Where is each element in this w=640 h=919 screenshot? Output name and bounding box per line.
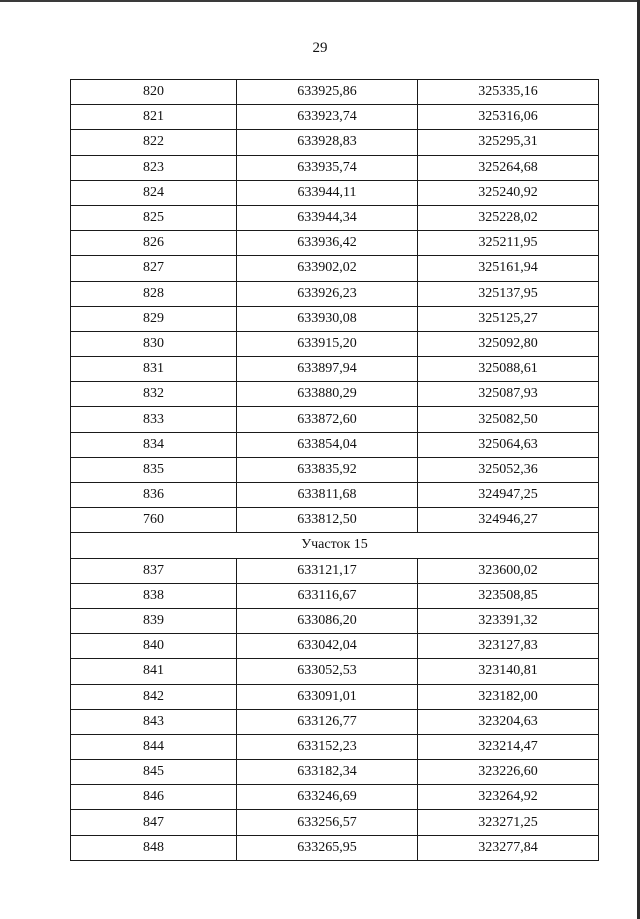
coordinates-table-body bbox=[71, 80, 599, 861]
x-coordinate-cell: 633152,23 bbox=[237, 734, 418, 759]
table-row bbox=[71, 407, 599, 432]
table-row bbox=[71, 80, 599, 105]
table-row bbox=[71, 357, 599, 382]
table-row bbox=[71, 684, 599, 709]
x-coordinate-cell: 633935,74 bbox=[237, 155, 418, 180]
point-number-cell: 833 bbox=[71, 407, 237, 432]
point-number-cell: 840 bbox=[71, 634, 237, 659]
x-coordinate-cell: 633835,92 bbox=[237, 457, 418, 482]
y-coordinate-cell: 325052,36 bbox=[418, 457, 599, 482]
y-coordinate-cell: 325082,50 bbox=[418, 407, 599, 432]
table-row bbox=[71, 256, 599, 281]
x-coordinate-cell: 633811,68 bbox=[237, 483, 418, 508]
y-coordinate-cell: 325264,68 bbox=[418, 155, 599, 180]
table-row bbox=[71, 483, 599, 508]
y-coordinate-cell: 324946,27 bbox=[418, 508, 599, 533]
table-row bbox=[71, 608, 599, 633]
y-coordinate-cell: 323226,60 bbox=[418, 760, 599, 785]
scan-top-edge bbox=[0, 0, 640, 2]
point-number-cell: 836 bbox=[71, 483, 237, 508]
point-number-cell: 847 bbox=[71, 810, 237, 835]
point-number-cell: 827 bbox=[71, 256, 237, 281]
point-number-cell: 837 bbox=[71, 558, 237, 583]
x-coordinate-cell: 633854,04 bbox=[237, 432, 418, 457]
y-coordinate-cell: 323127,83 bbox=[418, 634, 599, 659]
x-coordinate-cell: 633091,01 bbox=[237, 684, 418, 709]
x-coordinate-cell: 633915,20 bbox=[237, 331, 418, 356]
table-row bbox=[71, 281, 599, 306]
y-coordinate-cell: 324947,25 bbox=[418, 483, 599, 508]
point-number-cell: 760 bbox=[71, 508, 237, 533]
section-header-row bbox=[71, 533, 599, 558]
y-coordinate-cell: 323391,32 bbox=[418, 608, 599, 633]
point-number-cell: 835 bbox=[71, 457, 237, 482]
point-number-cell: 823 bbox=[71, 155, 237, 180]
x-coordinate-cell: 633265,95 bbox=[237, 835, 418, 860]
x-coordinate-cell: 633812,50 bbox=[237, 508, 418, 533]
point-number-cell: 844 bbox=[71, 734, 237, 759]
table-row bbox=[71, 810, 599, 835]
x-coordinate-cell: 633930,08 bbox=[237, 306, 418, 331]
table-row bbox=[71, 180, 599, 205]
table-row bbox=[71, 659, 599, 684]
coordinates-table bbox=[70, 79, 599, 861]
y-coordinate-cell: 325161,94 bbox=[418, 256, 599, 281]
x-coordinate-cell: 633116,67 bbox=[237, 583, 418, 608]
point-number-cell: 824 bbox=[71, 180, 237, 205]
point-number-cell: 845 bbox=[71, 760, 237, 785]
point-number-cell: 830 bbox=[71, 331, 237, 356]
x-coordinate-cell: 633880,29 bbox=[237, 382, 418, 407]
section-title: Участок 15 bbox=[71, 533, 599, 558]
y-coordinate-cell: 325087,93 bbox=[418, 382, 599, 407]
point-number-cell: 828 bbox=[71, 281, 237, 306]
point-number-cell: 842 bbox=[71, 684, 237, 709]
y-coordinate-cell: 325211,95 bbox=[418, 231, 599, 256]
x-coordinate-cell: 633936,42 bbox=[237, 231, 418, 256]
y-coordinate-cell: 323264,92 bbox=[418, 785, 599, 810]
y-coordinate-cell: 325240,92 bbox=[418, 180, 599, 205]
y-coordinate-cell: 323277,84 bbox=[418, 835, 599, 860]
x-coordinate-cell: 633182,34 bbox=[237, 760, 418, 785]
x-coordinate-cell: 633256,57 bbox=[237, 810, 418, 835]
x-coordinate-cell: 633126,77 bbox=[237, 709, 418, 734]
y-coordinate-cell: 325316,06 bbox=[418, 105, 599, 130]
y-coordinate-cell: 323600,02 bbox=[418, 558, 599, 583]
y-coordinate-cell: 325295,31 bbox=[418, 130, 599, 155]
table-row bbox=[71, 432, 599, 457]
point-number-cell: 821 bbox=[71, 105, 237, 130]
table-row bbox=[71, 508, 599, 533]
point-number-cell: 829 bbox=[71, 306, 237, 331]
y-coordinate-cell: 325137,95 bbox=[418, 281, 599, 306]
table-row bbox=[71, 382, 599, 407]
x-coordinate-cell: 633042,04 bbox=[237, 634, 418, 659]
point-number-cell: 832 bbox=[71, 382, 237, 407]
table-row bbox=[71, 709, 599, 734]
x-coordinate-cell: 633872,60 bbox=[237, 407, 418, 432]
point-number-cell: 839 bbox=[71, 608, 237, 633]
y-coordinate-cell: 323140,81 bbox=[418, 659, 599, 684]
table-row bbox=[71, 785, 599, 810]
table-row bbox=[71, 558, 599, 583]
y-coordinate-cell: 323271,25 bbox=[418, 810, 599, 835]
page-number: 29 bbox=[312, 40, 328, 56]
y-coordinate-cell: 323204,63 bbox=[418, 709, 599, 734]
table-row bbox=[71, 835, 599, 860]
y-coordinate-cell: 325064,63 bbox=[418, 432, 599, 457]
x-coordinate-cell: 633944,11 bbox=[237, 180, 418, 205]
y-coordinate-cell: 325228,02 bbox=[418, 205, 599, 230]
y-coordinate-cell: 325335,16 bbox=[418, 80, 599, 105]
table-row bbox=[71, 205, 599, 230]
point-number-cell: 820 bbox=[71, 80, 237, 105]
y-coordinate-cell: 323214,47 bbox=[418, 734, 599, 759]
table-row bbox=[71, 634, 599, 659]
y-coordinate-cell: 325125,27 bbox=[418, 306, 599, 331]
point-number-cell: 825 bbox=[71, 205, 237, 230]
table-row bbox=[71, 331, 599, 356]
table-row bbox=[71, 155, 599, 180]
point-number-cell: 848 bbox=[71, 835, 237, 860]
point-number-cell: 834 bbox=[71, 432, 237, 457]
x-coordinate-cell: 633246,69 bbox=[237, 785, 418, 810]
table-row bbox=[71, 760, 599, 785]
point-number-cell: 838 bbox=[71, 583, 237, 608]
x-coordinate-cell: 633926,23 bbox=[237, 281, 418, 306]
y-coordinate-cell: 325088,61 bbox=[418, 357, 599, 382]
table-row bbox=[71, 231, 599, 256]
x-coordinate-cell: 633923,74 bbox=[237, 105, 418, 130]
table-row bbox=[71, 734, 599, 759]
y-coordinate-cell: 323508,85 bbox=[418, 583, 599, 608]
table-row bbox=[71, 130, 599, 155]
point-number-cell: 831 bbox=[71, 357, 237, 382]
x-coordinate-cell: 633121,17 bbox=[237, 558, 418, 583]
point-number-cell: 841 bbox=[71, 659, 237, 684]
x-coordinate-cell: 633928,83 bbox=[237, 130, 418, 155]
table-row bbox=[71, 306, 599, 331]
y-coordinate-cell: 325092,80 bbox=[418, 331, 599, 356]
x-coordinate-cell: 633086,20 bbox=[237, 608, 418, 633]
point-number-cell: 826 bbox=[71, 231, 237, 256]
x-coordinate-cell: 633925,86 bbox=[237, 80, 418, 105]
x-coordinate-cell: 633897,94 bbox=[237, 357, 418, 382]
table-row bbox=[71, 105, 599, 130]
x-coordinate-cell: 633944,34 bbox=[237, 205, 418, 230]
point-number-cell: 846 bbox=[71, 785, 237, 810]
table-row bbox=[71, 583, 599, 608]
point-number-cell: 843 bbox=[71, 709, 237, 734]
y-coordinate-cell: 323182,00 bbox=[418, 684, 599, 709]
x-coordinate-cell: 633052,53 bbox=[237, 659, 418, 684]
table-row bbox=[71, 457, 599, 482]
x-coordinate-cell: 633902,02 bbox=[237, 256, 418, 281]
point-number-cell: 822 bbox=[71, 130, 237, 155]
